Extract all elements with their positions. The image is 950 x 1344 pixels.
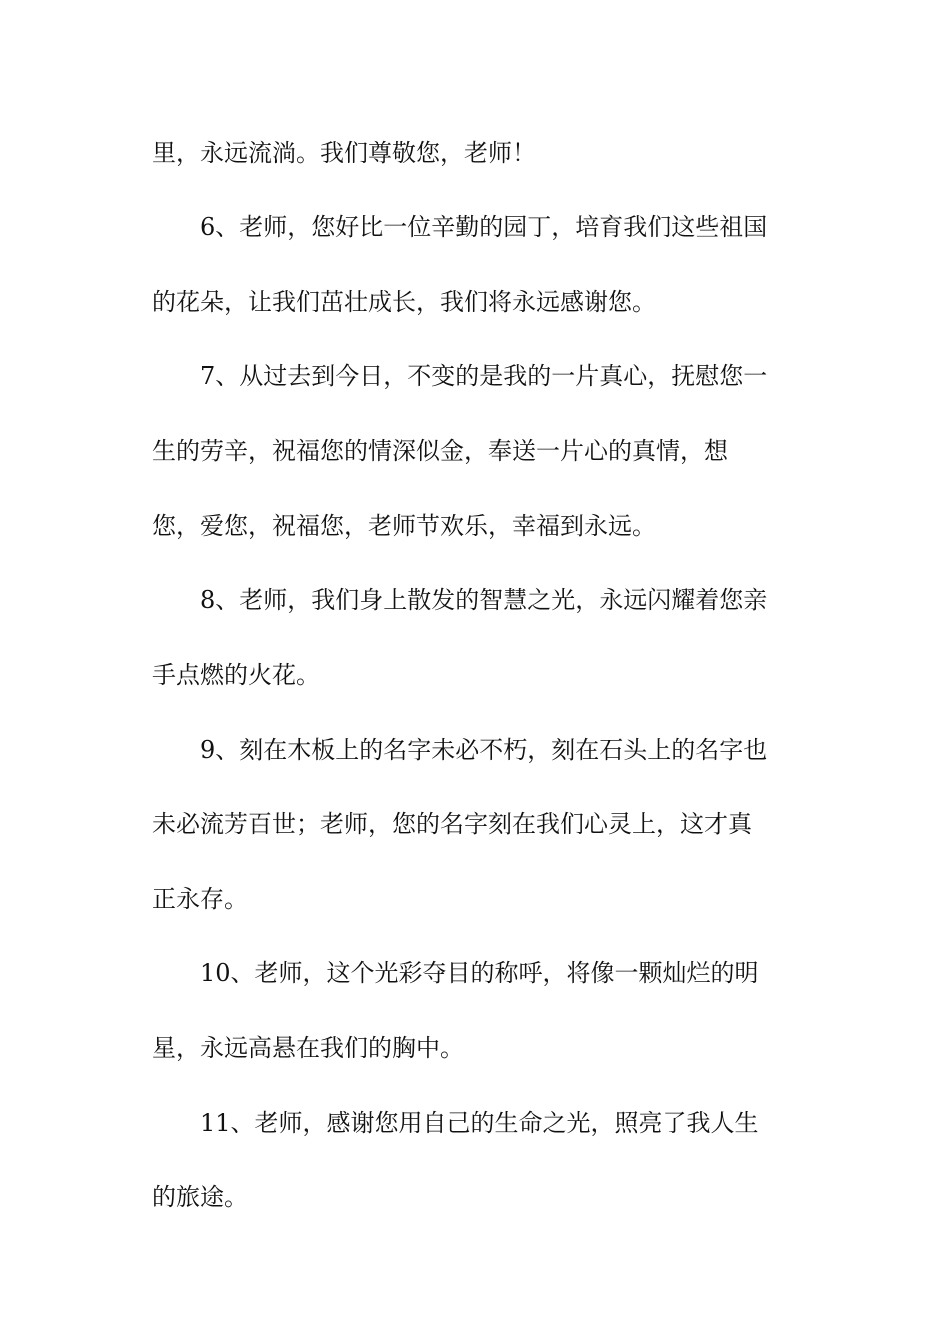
text-line: 10、老师，这个光彩夺目的称呼，将像一颗灿烂的明 [200,959,759,987]
text-line: 生的劳辛，祝福您的情深似金，奉送一片心的真情，想 [152,437,728,465]
text-line: 6、老师，您好比一位辛勤的园丁，培育我们这些祖国 [200,213,768,241]
text-line: 的旅途。 [152,1183,248,1211]
text-line: 里，永远流淌。我们尊敬您，老师！ [152,139,536,167]
text-line: 手点燃的火花。 [152,661,320,689]
text-line: 的花朵，让我们茁壮成长，我们将永远感谢您。 [152,288,656,316]
text-line: 11、老师，感谢您用自己的生命之光，照亮了我人生 [200,1109,759,1137]
text-line: 您，爱您，祝福您，老师节欢乐，幸福到永远。 [152,512,656,540]
text-line: 星，永远高悬在我们的胸中。 [152,1034,464,1062]
text-line: 未必流芳百世；老师，您的名字刻在我们心灵上，这才真 [152,810,752,838]
text-line: 9、刻在木板上的名字未必不朽，刻在石头上的名字也 [200,736,768,764]
text-line: 7、从过去到今日，不变的是我的一片真心，抚慰您一 [200,362,768,390]
text-line: 8、老师，我们身上散发的智慧之光，永远闪耀着您亲 [200,586,768,614]
text-line: 正永存。 [152,885,248,913]
